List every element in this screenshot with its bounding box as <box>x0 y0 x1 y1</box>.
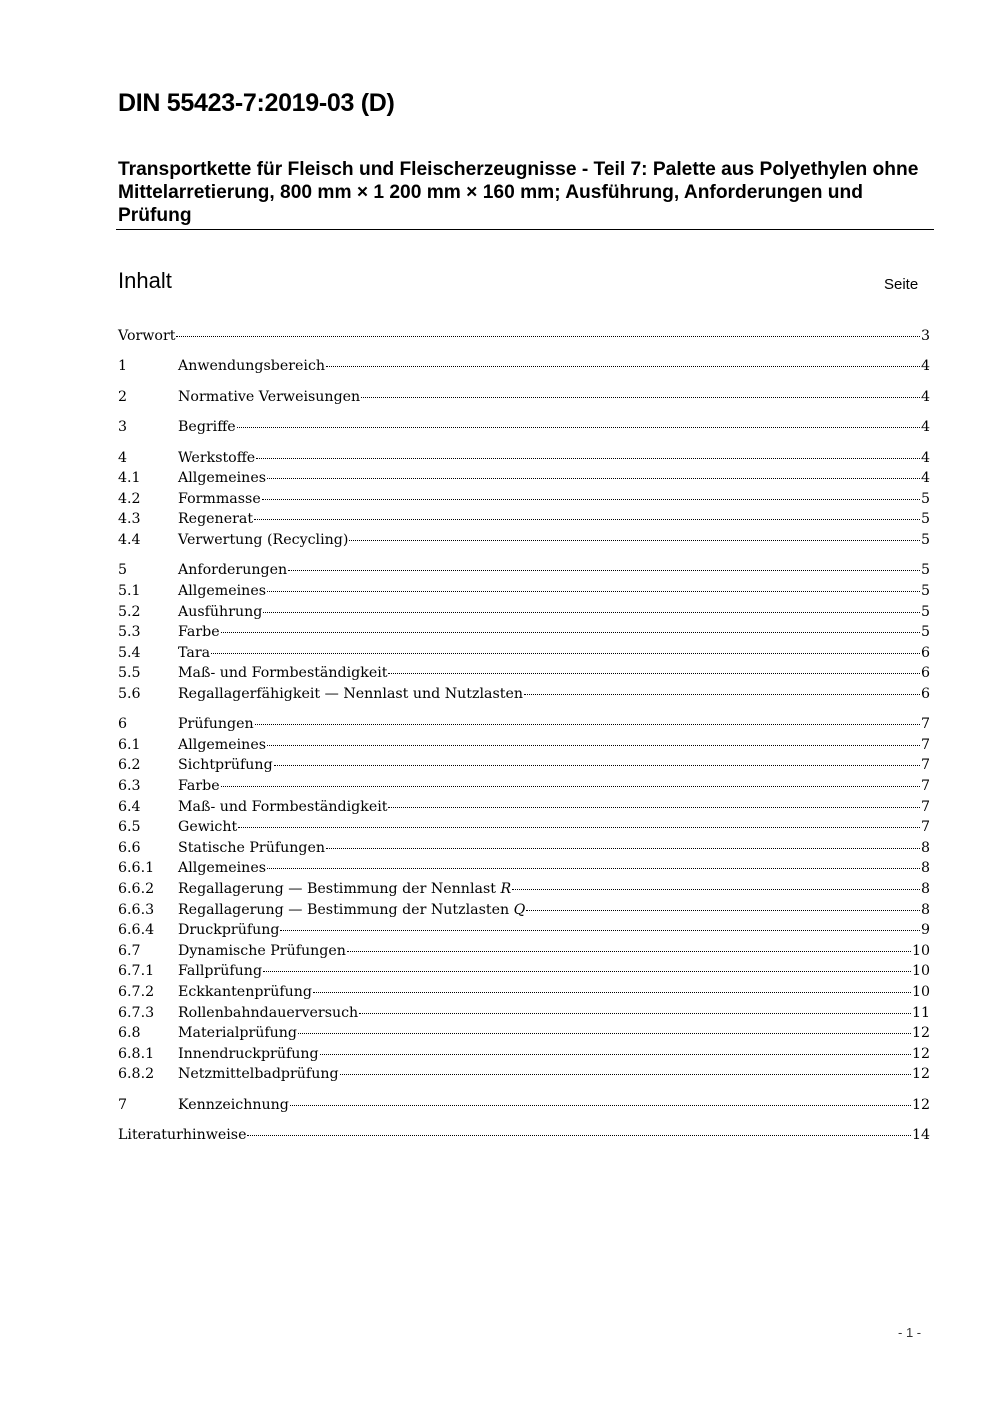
toc-dot-leader <box>340 1074 911 1075</box>
toc-dot-leader <box>280 930 920 931</box>
toc-entry-page: 4 <box>920 470 930 487</box>
toc-dot-leader <box>274 765 920 766</box>
toc-entry-title-text: Rollenbahndauerversuch <box>178 1004 359 1021</box>
toc-entry-title-text: Eckkantenprüfung <box>178 984 312 1000</box>
toc-entry-number: 5.2 <box>118 603 141 620</box>
toc-entry-page: 8 <box>920 839 930 856</box>
toc-entry-title <box>178 560 287 581</box>
toc-entry-page: 4 <box>920 419 930 436</box>
toc-dot-leader <box>326 366 920 367</box>
toc-entry-title-text: Farbe <box>178 778 220 795</box>
toc-entry-page: 4 <box>920 358 930 375</box>
toc-entry-number: 5 <box>118 562 128 579</box>
toc-dot-leader <box>238 827 920 828</box>
toc-dot-leader <box>262 499 920 500</box>
toc-dot-leader <box>320 1054 911 1055</box>
toc-entry-title-text: Allgemeines <box>178 736 266 753</box>
toc-dot-leader <box>313 992 911 993</box>
toc-entry[interactable] <box>118 581 930 602</box>
toc-entry-page: 6 <box>920 665 930 682</box>
toc-entry-title <box>178 1064 339 1085</box>
toc-entry[interactable] <box>118 1003 930 1024</box>
toc-entry-title-text: Dynamische Prüfungen <box>178 942 346 959</box>
toc-entry[interactable] <box>118 602 930 623</box>
toc-dot-leader <box>254 519 920 520</box>
page-number: - 1 - <box>898 1325 922 1340</box>
toc-entry-title <box>178 920 279 941</box>
toc-entry-number: 6.5 <box>118 819 141 836</box>
toc-dot-leader <box>526 910 920 911</box>
title-divider <box>116 229 934 230</box>
toc-entry-title <box>118 326 175 347</box>
toc-entry-page: 10 <box>911 963 930 980</box>
toc-entry[interactable] <box>118 982 930 1003</box>
toc-entry[interactable] <box>118 961 930 982</box>
toc-entry-title-text: Statische Prüfungen <box>178 839 325 856</box>
toc-entry[interactable] <box>118 417 930 438</box>
toc-entry[interactable] <box>118 776 930 797</box>
toc-entry[interactable] <box>118 1064 930 1085</box>
toc-entry[interactable] <box>118 941 930 962</box>
toc-entry-page: 5 <box>920 603 930 620</box>
toc-entry-title-text: Allgemeines <box>178 470 266 487</box>
toc-entry-number: 6.8.1 <box>118 1045 155 1062</box>
toc-entry-title <box>178 879 511 900</box>
toc-dot-leader <box>176 336 920 337</box>
toc-entry[interactable] <box>118 797 930 818</box>
toc-entry-title-text: Druckprüfung <box>178 922 280 939</box>
toc-entry-title <box>178 530 348 551</box>
toc-entry-page: 5 <box>920 511 930 528</box>
toc-entry-title <box>178 387 360 408</box>
toc-entry-title-text: Normative Verweisungen <box>178 388 361 405</box>
toc-entry-page: 6 <box>920 644 930 661</box>
toc-entry-title-text: Verwertung (Recycling) <box>178 531 349 548</box>
toc-entry-title <box>178 1023 297 1044</box>
toc-entry-number: 5.4 <box>118 644 141 661</box>
toc-entry[interactable] <box>118 838 930 859</box>
toc-dot-leader <box>267 868 920 869</box>
toc-entry-title-text: Begriffe <box>178 419 236 436</box>
toc-entry-title-text: Allgemeines <box>178 582 266 599</box>
toc-heading: Inhalt <box>118 268 172 293</box>
toc-entry[interactable] <box>118 755 930 776</box>
toc-entry-title-text: Werkstoffe <box>178 449 256 466</box>
toc-entry-number: 7 <box>118 1096 128 1113</box>
toc-entry-title-text: Regallagerfähigkeit — Nennlast und Nutzlasten <box>178 685 523 702</box>
toc-entry-title <box>178 622 220 643</box>
toc-entry-page: 7 <box>920 716 930 733</box>
toc-entry[interactable] <box>118 663 930 684</box>
toc-entry-number: 5.5 <box>118 665 141 682</box>
toc-dot-leader <box>359 1013 911 1014</box>
toc-entry[interactable] <box>118 356 930 377</box>
toc-entry[interactable] <box>118 735 930 756</box>
toc-entry-number: 1 <box>118 358 128 375</box>
toc-entry[interactable] <box>118 622 930 643</box>
document-title: DIN 55423-7:2019-03 (D) <box>118 89 395 117</box>
toc-entry-page: 10 <box>911 984 930 1000</box>
toc-entry[interactable] <box>118 858 930 879</box>
toc-entry-page: 7 <box>920 798 930 815</box>
toc-entry-variable: Q <box>513 901 526 918</box>
toc-entry-page: 9 <box>920 922 930 939</box>
toc-entry-title <box>178 489 261 510</box>
toc-entry-page: 7 <box>920 819 930 836</box>
toc-dot-leader <box>326 848 920 849</box>
toc-entry-page: 5 <box>920 562 930 579</box>
toc-entry-number: 4.2 <box>118 490 141 507</box>
toc-entry[interactable] <box>118 1125 930 1146</box>
toc-entry-title <box>178 961 262 982</box>
toc-entry-title <box>178 581 266 602</box>
toc-entry[interactable] <box>118 714 930 735</box>
toc-entry-title-text: Anforderungen <box>178 562 288 579</box>
toc-entry[interactable] <box>118 468 930 489</box>
toc-entry-page: 10 <box>911 942 930 959</box>
toc-entry-title <box>178 643 210 664</box>
toc-entry-page: 6 <box>920 685 930 702</box>
toc-entry[interactable] <box>118 560 930 581</box>
toc-entry-number: 6.2 <box>118 757 141 774</box>
toc-entry-page: 5 <box>920 624 930 641</box>
toc-entry[interactable] <box>118 900 930 921</box>
toc-entry-title <box>178 1095 289 1116</box>
toc-entry-page: 7 <box>920 757 930 774</box>
toc-entry-title <box>178 509 253 530</box>
toc-entry-title <box>178 356 325 377</box>
toc-entry-number: 6.6.1 <box>118 860 155 877</box>
toc-entry[interactable] <box>118 387 930 408</box>
toc-entry-title-text: Regallagerung — Bestimmung der Nutzlasten <box>178 901 510 918</box>
toc-dot-leader <box>347 951 911 952</box>
toc-entry-page: 8 <box>920 881 930 898</box>
toc-entry-title-text: Literaturhinweise <box>118 1127 247 1144</box>
toc-dot-leader <box>221 786 920 787</box>
toc-entry-title-text: Materialprüfung <box>178 1025 298 1042</box>
toc-entry-page: 7 <box>920 778 930 795</box>
toc-entry-title <box>178 838 325 859</box>
toc-entry[interactable] <box>118 1023 930 1044</box>
toc-entry-title-text: Ausführung <box>178 603 263 620</box>
toc-entry-number: 6.3 <box>118 778 141 795</box>
toc-entry-number: 6.8.2 <box>118 1066 155 1083</box>
toc-dot-leader <box>237 427 920 428</box>
toc-dot-leader <box>247 1135 910 1136</box>
toc-entry[interactable] <box>118 1044 930 1065</box>
toc-entry[interactable] <box>118 1095 930 1116</box>
toc-entry[interactable] <box>118 643 930 664</box>
toc-entry-title <box>178 817 237 838</box>
toc-entry-title-text: Vorwort <box>118 328 176 344</box>
toc-entry-number: 4.1 <box>118 470 141 487</box>
toc-entry-number: 6.8 <box>118 1025 141 1042</box>
toc-dot-leader <box>388 673 920 674</box>
toc-entry-title-text: Gewicht <box>178 819 238 836</box>
toc-entry-page: 11 <box>911 1004 930 1021</box>
toc-entry-page: 3 <box>920 328 930 344</box>
toc-entry[interactable] <box>118 817 930 838</box>
toc-page-label: Seite <box>884 276 919 293</box>
toc-entry-title <box>178 776 220 797</box>
toc-entry[interactable] <box>118 509 930 530</box>
toc-entry-number: 6.6.3 <box>118 901 155 918</box>
toc-entry-page: 12 <box>911 1045 930 1062</box>
toc-dot-leader <box>388 807 920 808</box>
toc-entry-page: 5 <box>920 582 930 599</box>
toc-entry-number: 6.7.3 <box>118 1004 155 1021</box>
toc-dot-leader <box>263 612 920 613</box>
toc-entry-title-text: Prüfungen <box>178 716 254 733</box>
toc-entry-number: 6 <box>118 716 128 733</box>
toc-entry-number: 4 <box>118 449 128 466</box>
toc-entry-page: 4 <box>920 449 930 466</box>
toc-entry-title-text: Regenerat <box>178 511 254 528</box>
toc-entry-title-text: Maß- und Formbeständigkeit <box>178 798 388 815</box>
toc-entry-number: 6.7.2 <box>118 984 155 1000</box>
toc-entry-number: 5.1 <box>118 582 141 599</box>
toc-entry-number: 6.6.4 <box>118 922 155 939</box>
toc-entry-title <box>178 602 262 623</box>
toc-entry-title <box>178 858 266 879</box>
toc-entry[interactable] <box>118 489 930 510</box>
toc-entry-number: 6.1 <box>118 736 141 753</box>
toc-entry-page: 5 <box>920 490 930 507</box>
toc-entry-page: 4 <box>920 388 930 405</box>
toc-dot-leader <box>267 745 920 746</box>
toc-entry-number: 2 <box>118 388 128 405</box>
toc-entry-page: 12 <box>911 1066 930 1083</box>
toc-entry-title-text: Anwendungsbereich <box>178 358 326 375</box>
toc-entry-number: 6.4 <box>118 798 141 815</box>
toc-entry-title <box>178 448 255 469</box>
toc-entry-title-text: Innendruckprüfung <box>178 1045 319 1062</box>
toc-entry-title <box>178 1044 319 1065</box>
toc-dot-leader <box>211 653 920 654</box>
toc-entry[interactable] <box>118 530 930 551</box>
toc-entry-page: 5 <box>920 531 930 548</box>
toc-dot-leader <box>256 458 920 459</box>
toc-entry-page: 7 <box>920 736 930 753</box>
toc-entry-title-text: Tara <box>178 644 211 661</box>
toc-entry-number: 6.7 <box>118 942 141 959</box>
toc-entry-title <box>178 663 387 684</box>
toc-dot-leader <box>512 889 920 890</box>
toc-entry-title <box>178 982 312 1003</box>
toc-entry-title-text: Netzmittelbadprüfung <box>178 1066 339 1083</box>
toc-dot-leader <box>298 1033 911 1034</box>
toc-entry-page: 12 <box>911 1096 930 1113</box>
toc-dot-leader <box>524 694 920 695</box>
toc-entry-page: 14 <box>911 1127 930 1144</box>
toc-entry-title <box>178 941 346 962</box>
toc-entry[interactable] <box>118 920 930 941</box>
document-subtitle: Transportkette für Fleisch und Fleischerzeugnisse - Teil 7: Palette aus Polyethylen ohne Mittelarretierung, 800 mm × 1 200 mm × 160 mm; Ausführung, Anforderungen und Prüfung <box>118 159 919 226</box>
toc-entry-title-text: Kennzeichnung <box>178 1096 289 1113</box>
toc-dot-leader <box>267 478 920 479</box>
toc-entry[interactable] <box>118 326 930 347</box>
toc-entry-number: 6.6.2 <box>118 881 155 898</box>
toc-entry-page: 8 <box>920 860 930 877</box>
toc-entry-title-text: Regallagerung — Bestimmung der Nennlast <box>178 881 496 898</box>
toc-entry[interactable] <box>118 684 930 705</box>
toc-entry-title <box>178 714 254 735</box>
toc-entry-title <box>178 735 266 756</box>
toc-entry-number: 5.6 <box>118 685 141 702</box>
toc-entry-variable: R <box>500 881 512 898</box>
toc-entry-title-text: Allgemeines <box>178 860 266 877</box>
toc-entry-title-text: Farbe <box>178 624 220 641</box>
toc-entry-number: 6.7.1 <box>118 963 155 980</box>
toc-dot-leader <box>290 1105 911 1106</box>
toc-entry-page: 12 <box>911 1025 930 1042</box>
toc-entry-title <box>178 755 273 776</box>
toc-entry-title-text: Sichtprüfung <box>178 757 273 774</box>
toc-entry[interactable] <box>118 879 930 900</box>
toc-entry-title <box>178 900 525 921</box>
toc-dot-leader <box>288 570 920 571</box>
toc-entry-title-text: Fallprüfung <box>178 963 263 980</box>
toc-entry-title <box>118 1125 246 1146</box>
toc-dot-leader <box>255 724 920 725</box>
toc-entry-number: 6.6 <box>118 839 141 856</box>
toc-dot-leader <box>221 632 920 633</box>
toc-entry-number: 3 <box>118 419 128 436</box>
toc-entry-title <box>178 684 523 705</box>
toc-entry-title <box>178 1003 358 1024</box>
table-of-contents <box>118 326 930 1146</box>
toc-dot-leader <box>361 397 920 398</box>
toc-entry-title <box>178 417 236 438</box>
toc-entry-number: 4.4 <box>118 531 141 548</box>
toc-entry-title-text: Maß- und Formbeständigkeit <box>178 665 388 682</box>
toc-entry-title <box>178 468 266 489</box>
toc-entry-title-text: Formmasse <box>178 490 261 507</box>
toc-entry-title <box>178 797 387 818</box>
toc-entry-number: 4.3 <box>118 511 141 528</box>
toc-dot-leader <box>267 591 920 592</box>
toc-entry[interactable] <box>118 448 930 469</box>
toc-entry-number: 5.3 <box>118 624 141 641</box>
toc-dot-leader <box>349 540 920 541</box>
toc-entry-page: 8 <box>920 901 930 918</box>
toc-dot-leader <box>263 971 911 972</box>
